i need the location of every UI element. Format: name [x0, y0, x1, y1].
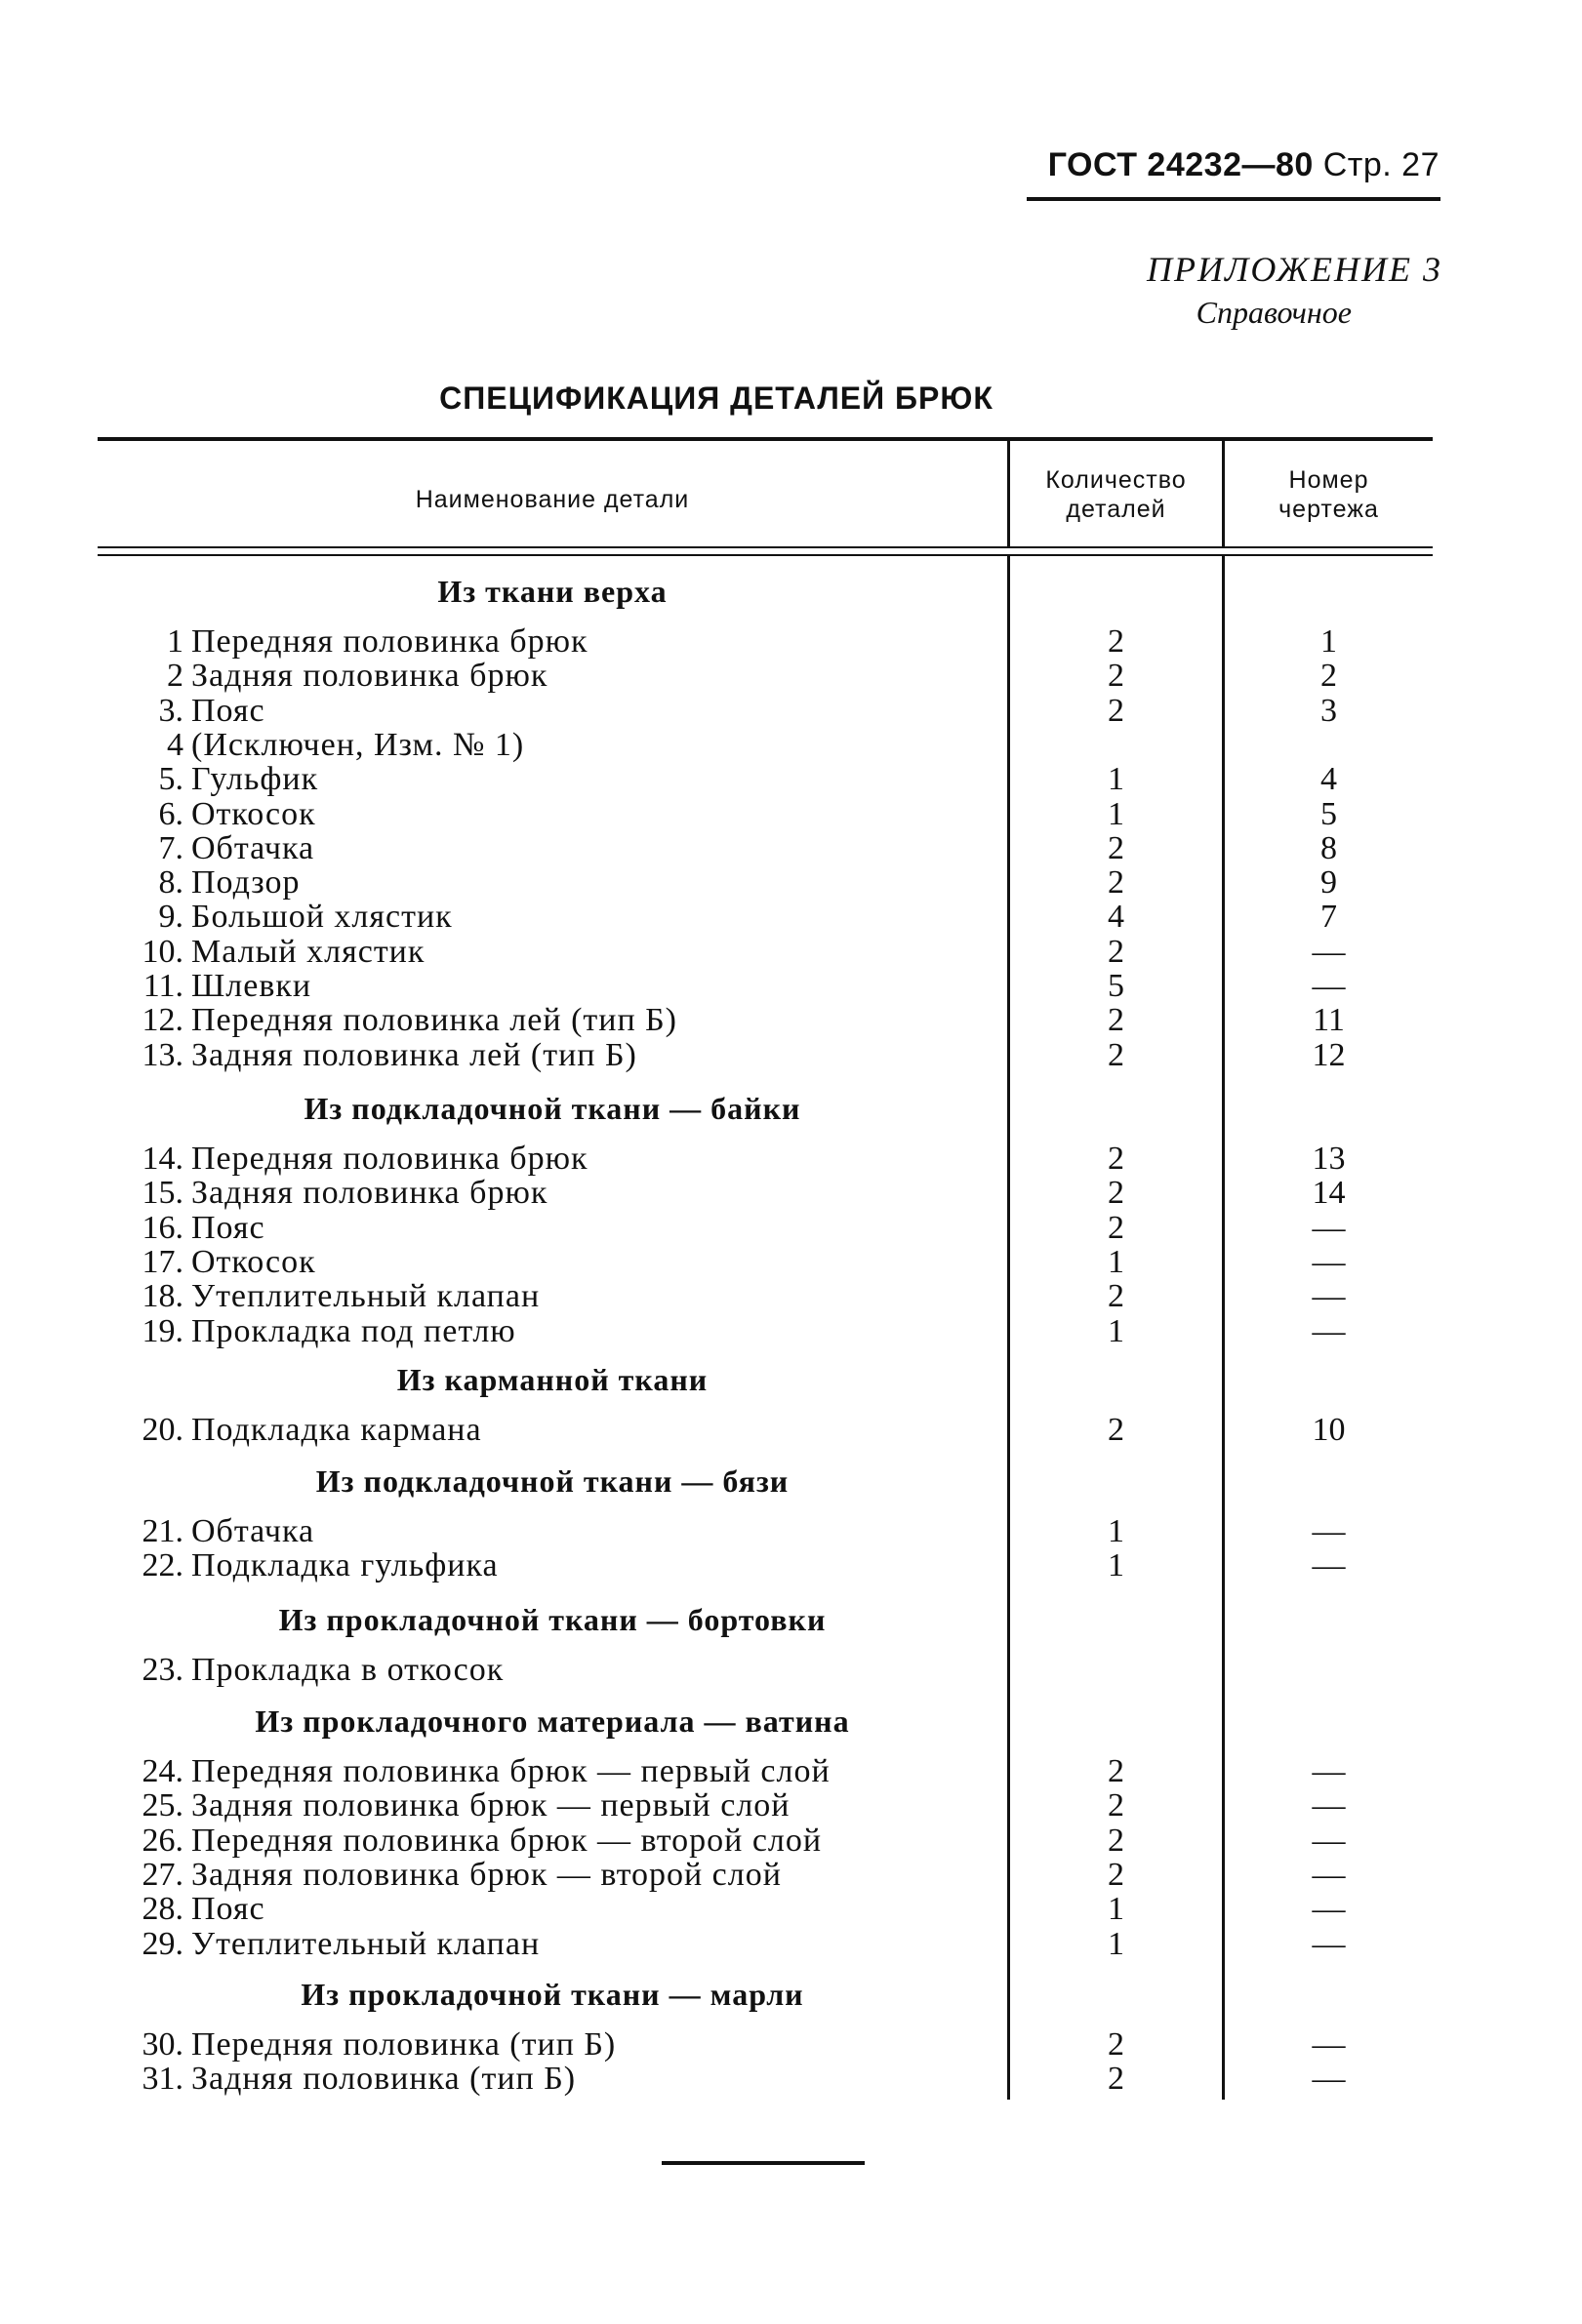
- part-quantity: 1: [1108, 1925, 1124, 1962]
- page-header: [976, 146, 1440, 184]
- table-row: [98, 1858, 1433, 1892]
- part-name: Передняя половинка брюк: [191, 1141, 588, 1177]
- appendix-subtitle: Справочное: [1196, 295, 1352, 330]
- row-number: 14.: [142, 1141, 183, 1177]
- part-name: Шлевки: [191, 968, 312, 1004]
- part-name: Малый хлястик: [191, 933, 426, 970]
- part-quantity: 2: [1108, 1141, 1124, 1177]
- drawing-number: 1: [1320, 623, 1337, 660]
- table-row: [98, 1003, 1433, 1037]
- row-number: 29.: [142, 1925, 183, 1962]
- part-name: Подзор: [191, 864, 301, 902]
- drawing-number: 11: [1313, 1002, 1345, 1039]
- drawing-number: 9: [1320, 864, 1337, 902]
- table-row: [98, 1279, 1433, 1313]
- header-separator-rule: [98, 546, 1433, 548]
- part-name: Большой хлястик: [191, 899, 453, 936]
- column-header-quantity: [1010, 465, 1222, 524]
- standard-number: ГОСТ 24232—80: [1047, 146, 1314, 183]
- row-number: 24.: [142, 1753, 183, 1789]
- row-number: 20.: [142, 1412, 183, 1448]
- row-number: 5.: [158, 761, 183, 798]
- header-rule: [1027, 197, 1440, 201]
- row-number: 10.: [142, 933, 183, 970]
- column-header-drawing: [1225, 465, 1433, 524]
- part-name: Утеплительный клапан: [191, 1278, 541, 1315]
- drawing-number: 14: [1312, 1175, 1346, 1212]
- row-number: 12.: [142, 1002, 183, 1039]
- row-number: 3.: [158, 692, 183, 729]
- table-row: [98, 728, 1433, 762]
- table-row: [98, 694, 1433, 728]
- part-name: Задняя половинка брюк: [191, 1175, 548, 1212]
- part-quantity: 2: [1108, 658, 1124, 695]
- drawing-number: —: [1312, 1753, 1346, 1789]
- table-row: [98, 1653, 1433, 1687]
- part-name: Прокладка в откосок: [191, 1652, 505, 1688]
- document-title: СПЕЦИФИКАЦИЯ ДЕТАЛЕЙ БРЮК: [439, 381, 994, 416]
- row-number: 27.: [142, 1856, 183, 1893]
- part-quantity: 5: [1108, 968, 1124, 1004]
- row-number: 18.: [142, 1278, 183, 1315]
- table-row: [98, 1754, 1433, 1788]
- row-number: 21.: [142, 1513, 183, 1549]
- table-row: [98, 797, 1433, 831]
- row-number: 19.: [142, 1312, 183, 1349]
- table-row: [98, 1788, 1433, 1823]
- part-name: Пояс: [191, 1891, 265, 1928]
- part-quantity: 2: [1108, 1036, 1124, 1073]
- table-row: [98, 2062, 1433, 2096]
- row-number: 9.: [158, 899, 183, 936]
- part-quantity: 2: [1108, 623, 1124, 660]
- section-heading: Из прокладочной ткани — бортовки: [278, 1602, 827, 1637]
- table-row: [98, 1413, 1433, 1447]
- table-row: [98, 1927, 1433, 1961]
- row-number: 15.: [142, 1175, 183, 1212]
- row-number: 8.: [158, 864, 183, 902]
- table-row: [98, 762, 1433, 796]
- row-number: 31.: [142, 2061, 183, 2098]
- part-quantity: 2: [1108, 2026, 1124, 2063]
- table-row: [98, 1245, 1433, 1279]
- table-row: [98, 624, 1433, 659]
- row-number: 17.: [142, 1243, 183, 1280]
- section-heading: Из ткани верха: [437, 574, 668, 609]
- table-top-rule: [98, 437, 1433, 441]
- part-name: Пояс: [191, 692, 265, 729]
- part-name: Гульфик: [191, 761, 319, 798]
- part-quantity: 2: [1108, 1209, 1124, 1246]
- column-header-drawing-line1: Номер: [1288, 466, 1369, 494]
- row-number: 30.: [142, 2026, 183, 2063]
- part-quantity: 2: [1108, 1175, 1124, 1212]
- table-row: [98, 1142, 1433, 1176]
- part-name: Передняя половинка лей (тип Б): [191, 1002, 677, 1039]
- part-name: (Исключен, Изм. № 1): [191, 726, 525, 763]
- appendix-title: ПРИЛОЖЕНИЕ 3: [1147, 250, 1442, 289]
- table-row: [98, 1892, 1433, 1926]
- header-separator-rule: [98, 554, 1433, 556]
- drawing-number: —: [1312, 933, 1346, 970]
- part-name: Передняя половинка брюк — второй слой: [191, 1822, 823, 1859]
- drawing-number: 2: [1320, 658, 1337, 695]
- row-number: 26.: [142, 1822, 183, 1859]
- part-quantity: 1: [1108, 795, 1124, 832]
- part-name: Обтачка: [191, 1513, 315, 1549]
- row-number: 25.: [142, 1787, 183, 1824]
- part-quantity: 2: [1108, 1412, 1124, 1448]
- drawing-number: —: [1312, 1547, 1346, 1584]
- part-quantity: 2: [1108, 864, 1124, 902]
- part-quantity: 2: [1108, 692, 1124, 729]
- drawing-number: 4: [1320, 761, 1337, 798]
- part-quantity: 2: [1108, 1002, 1124, 1039]
- drawing-number: —: [1312, 1891, 1346, 1928]
- part-name: Задняя половинка брюк — второй слой: [191, 1856, 782, 1893]
- part-quantity: 1: [1108, 1243, 1124, 1280]
- row-number: 28.: [142, 1891, 183, 1928]
- section-heading: Из карманной ткани: [396, 1362, 709, 1397]
- table-row: [98, 1514, 1433, 1548]
- part-name: Подкладка гульфика: [191, 1547, 499, 1584]
- row-number: 13.: [142, 1036, 183, 1073]
- section-heading: Из прокладочной ткани — марли: [301, 1977, 804, 2012]
- drawing-number: —: [1312, 1787, 1346, 1824]
- part-name: Задняя половинка брюк — первый слой: [191, 1787, 791, 1824]
- table-row: [98, 659, 1433, 693]
- part-quantity: 2: [1108, 1278, 1124, 1315]
- drawing-number: —: [1312, 1209, 1346, 1246]
- table-row: [98, 2027, 1433, 2062]
- part-name: Откосок: [191, 795, 316, 832]
- part-name: Задняя половинка лей (тип Б): [191, 1036, 637, 1073]
- column-header-quantity-line1: Количество: [1045, 466, 1187, 494]
- section-heading: Из подкладочной ткани — бязи: [315, 1463, 790, 1499]
- drawing-number: —: [1312, 968, 1346, 1004]
- part-quantity: 2: [1108, 2061, 1124, 2098]
- column-header-quantity-line2: деталей: [1066, 496, 1166, 523]
- row-number: 11.: [142, 968, 183, 1004]
- drawing-number: —: [1312, 2061, 1346, 2098]
- part-quantity: 2: [1108, 1753, 1124, 1789]
- column-header-drawing-line2: чертежа: [1278, 496, 1379, 523]
- part-name: Обтачка: [191, 829, 315, 866]
- row-number: 1: [167, 623, 183, 660]
- part-quantity: 2: [1108, 829, 1124, 866]
- part-quantity: 2: [1108, 1787, 1124, 1824]
- row-number: 23.: [142, 1652, 183, 1688]
- drawing-number: 10: [1312, 1412, 1346, 1448]
- row-number: 22.: [142, 1547, 183, 1584]
- part-name: Откосок: [191, 1243, 316, 1280]
- drawing-number: —: [1312, 2026, 1346, 2063]
- drawing-number: —: [1312, 1925, 1346, 1962]
- drawing-number: 13: [1312, 1141, 1346, 1177]
- column-header-name: Наименование детали: [415, 486, 690, 513]
- row-number: 7.: [158, 829, 183, 866]
- drawing-number: 12: [1312, 1036, 1346, 1073]
- part-name: Утеплительный клапан: [191, 1925, 541, 1962]
- drawing-number: —: [1312, 1513, 1346, 1549]
- table-row: [98, 1038, 1433, 1072]
- part-quantity: 1: [1108, 1513, 1124, 1549]
- table-row: [98, 831, 1433, 865]
- drawing-number: 5: [1320, 795, 1337, 832]
- section-heading: Из подкладочной ткани — байки: [304, 1091, 801, 1126]
- page-number: Стр. 27: [1322, 146, 1440, 183]
- part-name: Прокладка под петлю: [191, 1312, 516, 1349]
- table-row: [98, 1548, 1433, 1583]
- part-quantity: 1: [1108, 1312, 1124, 1349]
- table-row: [98, 1314, 1433, 1348]
- part-name: Передняя половинка (тип Б): [191, 2026, 617, 2063]
- footer-rule: [662, 2161, 865, 2165]
- table-row: [98, 1211, 1433, 1245]
- drawing-number: —: [1312, 1856, 1346, 1893]
- part-name: Задняя половинка брюк: [191, 658, 548, 695]
- drawing-number: 8: [1320, 829, 1337, 866]
- part-name: Подкладка кармана: [191, 1412, 482, 1448]
- drawing-number: —: [1312, 1312, 1346, 1349]
- section-heading: Из прокладочного материала — ватина: [255, 1703, 850, 1739]
- table-row: [98, 969, 1433, 1003]
- part-quantity: 2: [1108, 1822, 1124, 1859]
- part-name: Пояс: [191, 1209, 265, 1246]
- part-name: Передняя половинка брюк: [191, 623, 588, 660]
- drawing-number: —: [1312, 1243, 1346, 1280]
- table-row: [98, 900, 1433, 934]
- row-number: 6.: [158, 795, 183, 832]
- part-name: Задняя половинка (тип Б): [191, 2061, 577, 2098]
- part-quantity: 2: [1108, 1856, 1124, 1893]
- row-number: 4: [167, 726, 183, 763]
- table-row: [98, 935, 1433, 969]
- part-quantity: 1: [1108, 1891, 1124, 1928]
- table-row: [98, 1823, 1433, 1858]
- table-row: [98, 1176, 1433, 1210]
- part-quantity: 1: [1108, 1547, 1124, 1584]
- table-row: [98, 865, 1433, 900]
- part-name: Передняя половинка брюк — первый слой: [191, 1753, 831, 1789]
- part-quantity: 4: [1108, 899, 1124, 936]
- drawing-number: 7: [1320, 899, 1337, 936]
- part-quantity: 2: [1108, 933, 1124, 970]
- part-quantity: 1: [1108, 761, 1124, 798]
- drawing-number: —: [1312, 1822, 1346, 1859]
- drawing-number: 3: [1320, 692, 1337, 729]
- row-number: 16.: [142, 1209, 183, 1246]
- row-number: 2: [167, 658, 183, 695]
- drawing-number: —: [1312, 1278, 1346, 1315]
